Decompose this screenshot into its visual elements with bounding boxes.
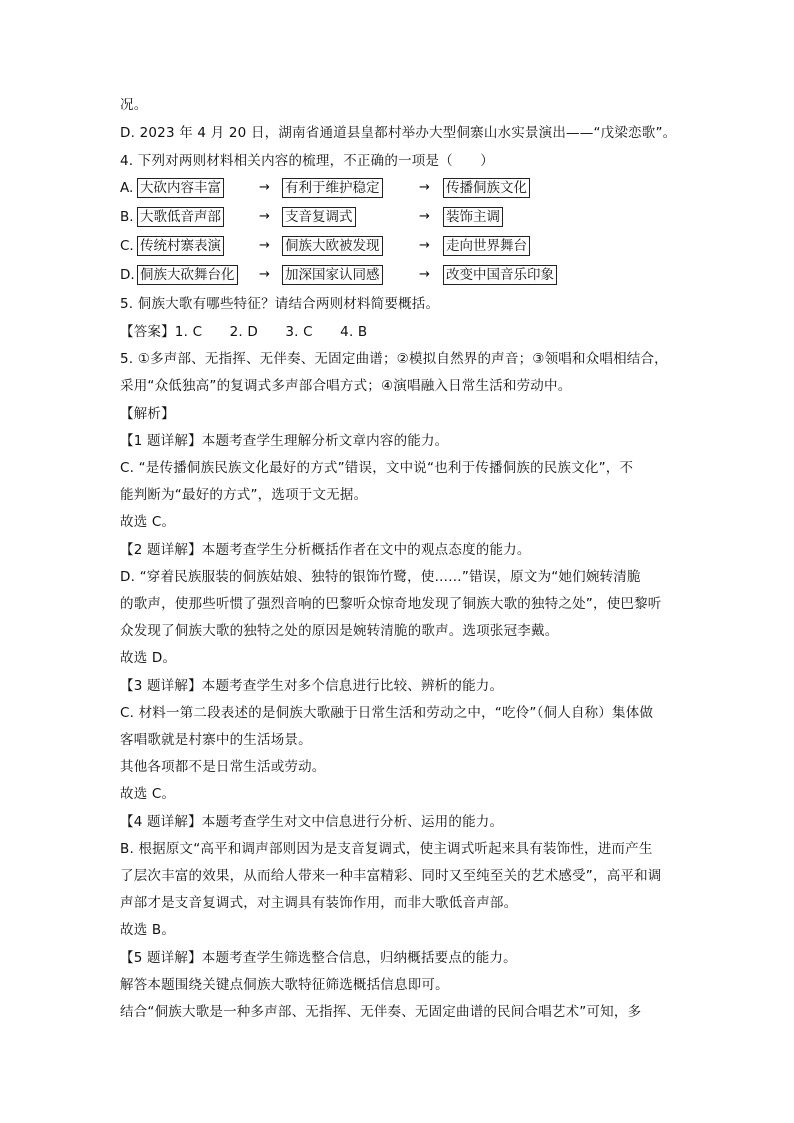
- text-line: 故选 C。: [120, 786, 176, 802]
- text-line: 【5 题详解】本题考查学生筛选整合信息，归纳概括要点的能力。: [120, 950, 517, 966]
- analysis-heading: 【解析】: [120, 406, 175, 422]
- option-label: D.: [120, 267, 135, 283]
- text-line: 其他各项都不是日常生活或劳动。: [120, 759, 326, 775]
- text-line: 故选 B。: [120, 922, 176, 938]
- text-line: 【1 题详解】本题考查学生理解分析文章内容的能力。: [120, 433, 449, 449]
- text-line: 众发现了侗族大歌的独特之处的原因是婉转清脆的歌声。选项张冠李戴。: [120, 623, 559, 639]
- option-label: B.: [120, 209, 134, 225]
- question-5-stem: 5. 侗族大歌有哪些特征？请结合两则材料简要概括。: [120, 296, 440, 312]
- flow-box: 侗族大欧被发现: [282, 236, 383, 256]
- text-line: C. 材料一第二段表述的是侗族大歌融于日常生活和劳动之中，“吃伶”（侗人自称）集体做: [120, 705, 654, 721]
- text-line: 采用“众低独高”的复调式多声部合唱方式；④演唱融入日常生活和劳动中。: [120, 378, 572, 394]
- text-line: 了层次丰富的效果，从而给人带来一种丰富精彩、同时又至纯至关的艺术感受”，高平和调: [120, 868, 662, 884]
- arrow-icon: →: [259, 209, 270, 224]
- flow-box: 侗族大砍舞台化: [137, 265, 238, 285]
- text-line: D. 2023 年 4 月 20 日，湖南省通道县皇都村举办大型侗寨山水实景演出——“戊梁恋歌”。: [120, 125, 677, 141]
- text-line: 声部才是支音复调式，对主调具有装饰作用，而非大歌低音声部。: [120, 895, 518, 911]
- text-line: C. “是传播侗族民族文化最好的方式”错误，文中说“也利于传播侗族的民族文化”，不: [120, 460, 634, 476]
- question-4-stem: 4. 下列对两则材料相关内容的梳理，不正确的一项是（ ）: [120, 153, 494, 169]
- flow-box: 装饰主调: [443, 207, 503, 227]
- text-line: B. 根据原文“高平和调声部则因为是支音复调式，使主调式听起来具有装饰性，进而产生: [120, 841, 653, 857]
- flow-box: 改变中国音乐印象: [443, 265, 557, 285]
- text-line: 【3 题详解】本题考查学生对多个信息进行比较、辨析的能力。: [120, 678, 504, 694]
- flow-box: 大砍内容丰富: [137, 178, 224, 198]
- flow-box: 走向世界舞台: [443, 236, 530, 256]
- text-line: 的歌声，使那些听惯了强烈音响的巴黎听众惊奇地发现了铜族大歌的独特之处”，使巴黎听: [120, 596, 662, 612]
- flow-box: 传播侗族文化: [443, 178, 530, 198]
- text-line: 解答本题围绕关键点侗族大歌特征筛选概括信息即可。: [120, 977, 449, 993]
- text-line: 5. ①多声部、无指挥、无伴奏、无固定曲谱；②模拟自然界的声音；③领唱和众唱相结合，: [120, 351, 668, 367]
- flow-box: 支音复调式: [282, 207, 356, 227]
- answer-line: 【答案】1. C 2. D 3. C 4. B: [120, 324, 368, 340]
- arrow-icon: →: [259, 238, 270, 253]
- arrow-icon: →: [259, 267, 270, 282]
- text-line: 故选 C。: [120, 514, 176, 530]
- arrow-icon: →: [419, 180, 430, 195]
- flow-box: 传统村寨表演: [137, 236, 224, 256]
- text-line: 能判断为“最好的方式”，选项于文无据。: [120, 487, 368, 503]
- text-line: 【2 题详解】本题考查学生分析概括作者在文中的观点态度的能力。: [120, 542, 531, 558]
- text-line: 【4 题详解】本题考查学生对文中信息进行分析、运用的能力。: [120, 814, 504, 830]
- flow-box: 大歌低音声部: [137, 207, 224, 227]
- flow-box: 有利于维护稳定: [282, 178, 383, 198]
- text-line: 故选 D。: [120, 650, 177, 666]
- arrow-icon: →: [419, 267, 430, 282]
- text-line: 客唱歌就是村寨中的生活场景。: [120, 732, 312, 748]
- flow-box: 加深国家认同感: [282, 265, 383, 285]
- text-line: 结合“侗族大歌是一种多声部、无指挥、无伴奏、无固定曲谱的民间合唱艺术”可知，多: [120, 1004, 642, 1020]
- option-label: C.: [120, 238, 134, 254]
- text-line: D. “穿着民族服装的侗族姑娘、独特的银饰竹鹭，使……”错误，原文为“她们婉转清脆: [120, 569, 641, 585]
- arrow-icon: →: [419, 238, 430, 253]
- arrow-icon: →: [419, 209, 430, 224]
- option-label: A.: [120, 180, 134, 196]
- arrow-icon: →: [259, 180, 270, 195]
- text-line: 况。: [120, 97, 148, 113]
